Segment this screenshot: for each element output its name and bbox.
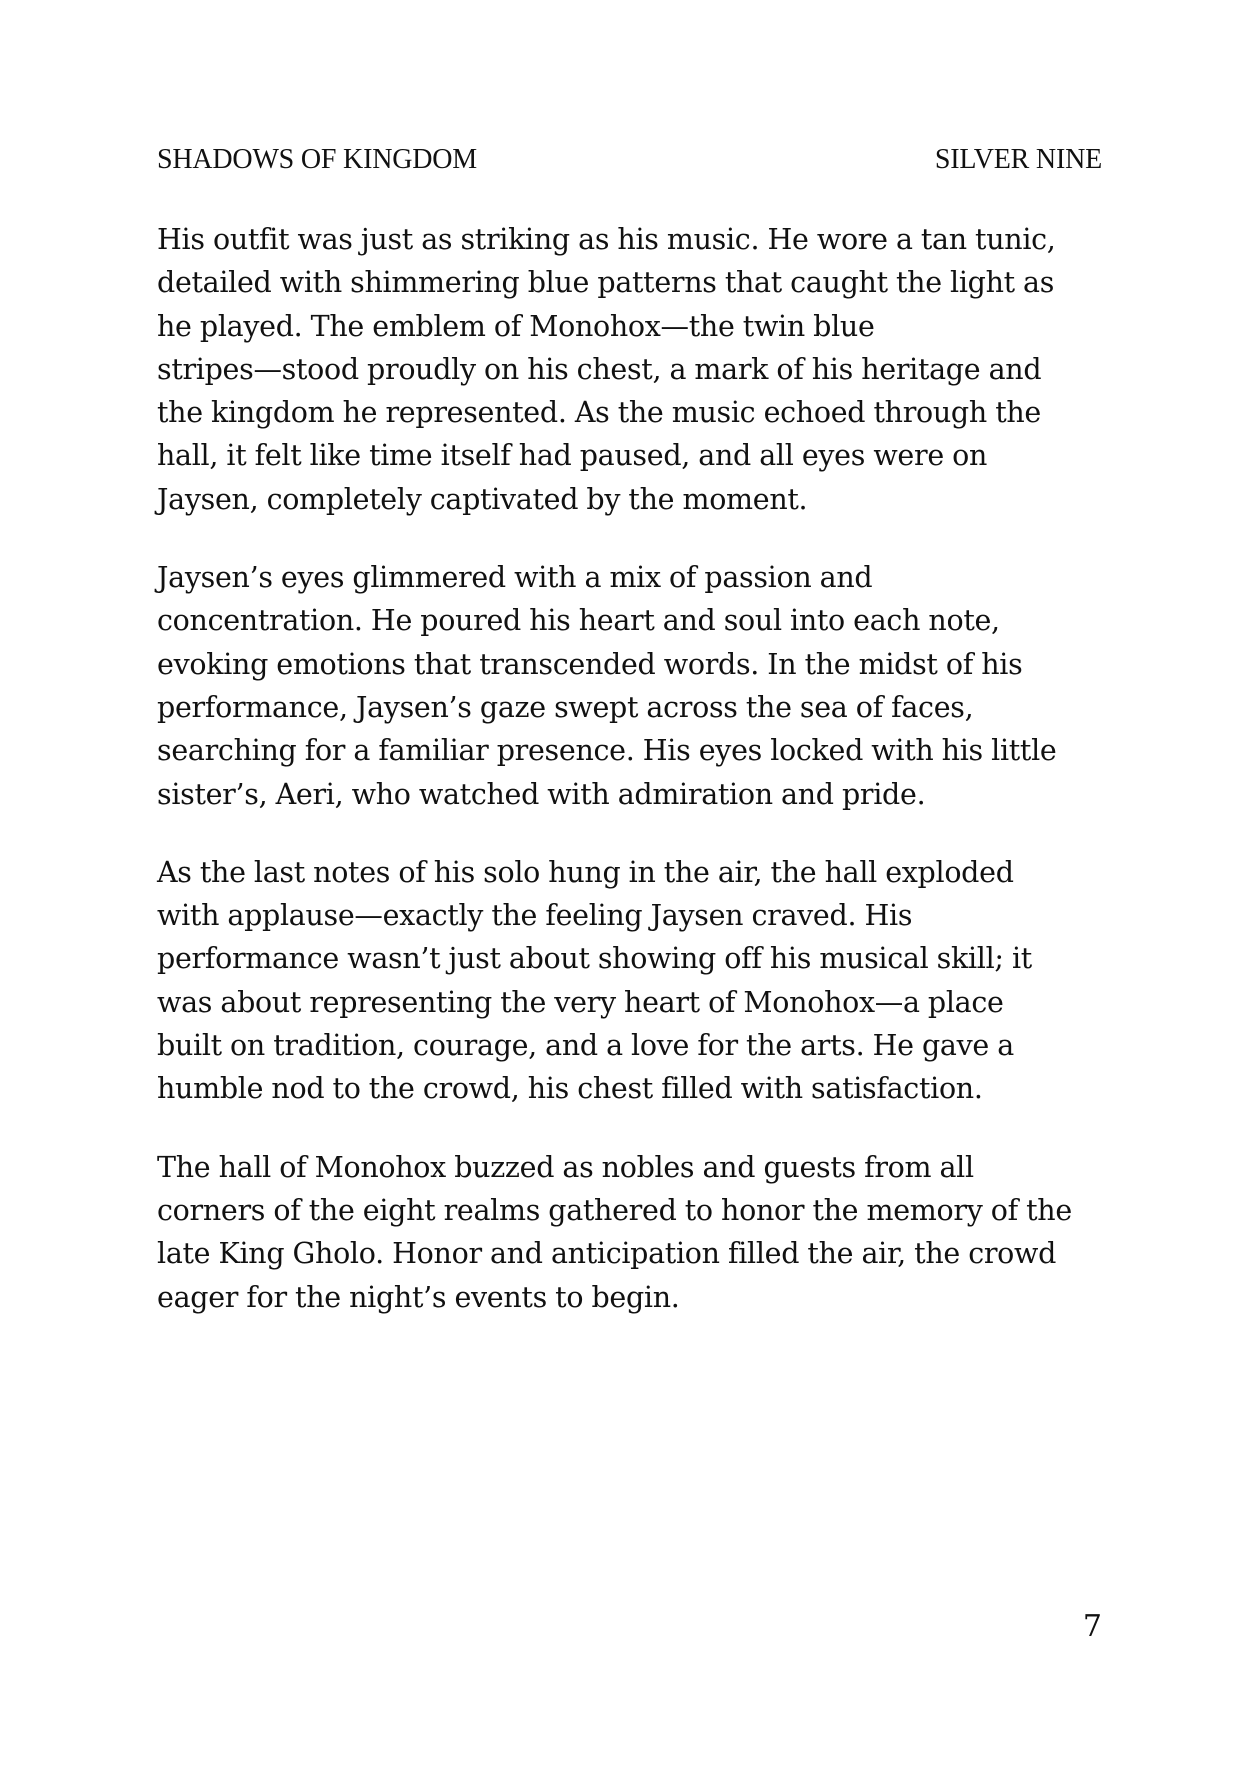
book-title: SHADOWS OF KINGDOM bbox=[157, 144, 477, 175]
paragraph: As the last notes of his solo hung in the air, the hall exploded with applause—exactly the feeling Jaysen craved. His performance wasn’t just about showing off his musical skill; it was about representing the very heart of Monohox—a place built on tradition, courage, and a love for the arts. He gave a humble nod to the crowd, his chest filled with satisfaction. bbox=[157, 855, 1032, 1106]
paragraph: Jaysen’s eyes glimmered with a mix of passion and concentration. He poured his heart and soul into each note, evoking emotions that transcended words. In the midst of his performance, Jaysen’s gaze swept across the sea of faces, searching for a familiar presence. His eyes locked with his little sister’s, Aeri, who watched with admiration and pride. bbox=[157, 561, 1057, 811]
paragraph: The hall of Monohox buzzed as nobles and guests from all corners of the eight realms gathered to honor the memory of the late King Gholo. Honor and anticipation filled the air, the crowd eager for the night’s events to begin. bbox=[157, 1150, 1072, 1314]
paragraph: His outfit was just as striking as his music. He wore a tan tunic, detailed with shimmering blue patterns that caught the light as he played. The emblem of Monohox—the twin blue stripes—stood proudly on his chest, a mark of his heritage and the kingdom he represented. As the music echoed through the hall, it felt like time itself had paused, and all eyes were on Jaysen, completely captivated by the moment. bbox=[157, 223, 1056, 516]
body-text bbox=[157, 218, 1107, 1354]
running-header bbox=[157, 142, 1102, 178]
author-name: SILVER NINE bbox=[934, 144, 1102, 175]
page-number: 7 bbox=[1082, 1609, 1102, 1644]
